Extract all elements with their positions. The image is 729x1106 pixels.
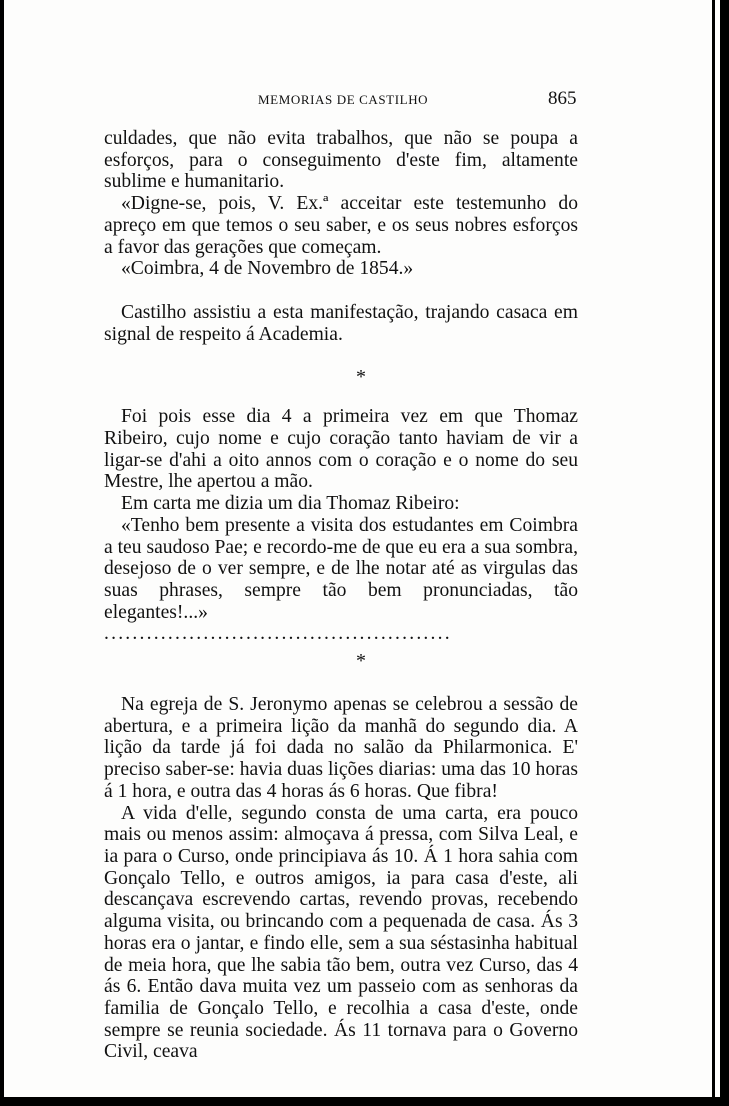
scan-border-right-inner	[712, 0, 715, 1106]
section-separator-star: *	[356, 366, 366, 389]
body-text	[104, 128, 578, 1063]
ellipsis-line: .................................................	[104, 623, 452, 645]
paragraph-letter-intro: Em carta me dizia um dia Thomaz Ribeiro:	[121, 493, 460, 515]
scan-border-left	[0, 0, 4, 1106]
scan-border-right	[720, 0, 729, 1106]
paragraph-castilho-attire: Castilho assistiu a esta manifestação, trajando casaca em signal de respeito á Academia.	[104, 301, 578, 345]
page-number: 865	[548, 88, 577, 109]
paragraph-quote-address: «Digne-se, pois, V. Ex.ª acceitar este testemunho do apreço em que temos o seu saber, e os seus nobres esforços a favor das gerações que começam.	[104, 193, 578, 258]
paragraph-daily-routine: A vida d'elle, segundo consta de uma carta, era pouco mais ou menos assim: almoçava á pressa, com Silva Leal, e ia para o Curso, onde principiava ás 10. Á 1 hora sahia com Gonçalo Tello, e outros amigos, ia para casa d'este, ali descançava escrevendo cartas, revendo provas, recebendo alguma visita, ou brincando com a pequenada de casa. Ás 3 horas era o jantar, e findo elle, sem a sua séstasinha habitual de meia hora, que lhe sabia tão bem, outra vez Curso, das 4 ás 6. Então dava muita vez um passeio com as senhoras da familia de Gonçalo Tello, e recolhia a casa d'este, onde sempre se reunia sociedade. Ás 11 tornava para o Governo Civil, ceava	[104, 802, 578, 1063]
scan-border-bottom	[0, 1097, 729, 1106]
running-head: MEMORIAS DE CASTILHO	[258, 92, 429, 107]
paragraph-dateline: «Coimbra, 4 de Novembro de 1854.»	[121, 258, 414, 280]
section-separator-star: *	[356, 650, 366, 673]
paragraph-letter-quote: «Tenho bem presente a visita dos estudantes em Coimbra a teu saudoso Pae; e recordo-me de que eu era a sua sombra, desejoso de o ver sempre, e de lhe notar até as virgulas das suas phrases, sempre tão bem pronunciadas, tão elegantes!...»	[104, 514, 578, 623]
paragraph-thomaz-ribeiro: Foi pois esse dia 4 a primeira vez em que Thomaz Ribeiro, cujo nome e cujo coração tanto haviam de vir a ligar-se d'ahi a oito annos com o coração e o nome do seu Mestre, lhe apertou a mão.	[104, 406, 578, 493]
paragraph-continuation: culdades, que não evita trabalhos, que não se poupa a esforços, para o conseguimento d'este fim, altamente sublime e humanitario.	[104, 128, 578, 193]
paragraph-jeronymo-session: Na egreja de S. Jeronymo apenas se celebrou a sessão de abertura, e a primeira lição da manhã do segundo dia. A lição da tarde já foi dada no salão da Philarmonica. E' preciso saber-se: havia duas lições diarias: uma das 10 horas á 1 hora, e outra das 4 horas ás 6 horas. Que fibra!	[104, 694, 578, 802]
